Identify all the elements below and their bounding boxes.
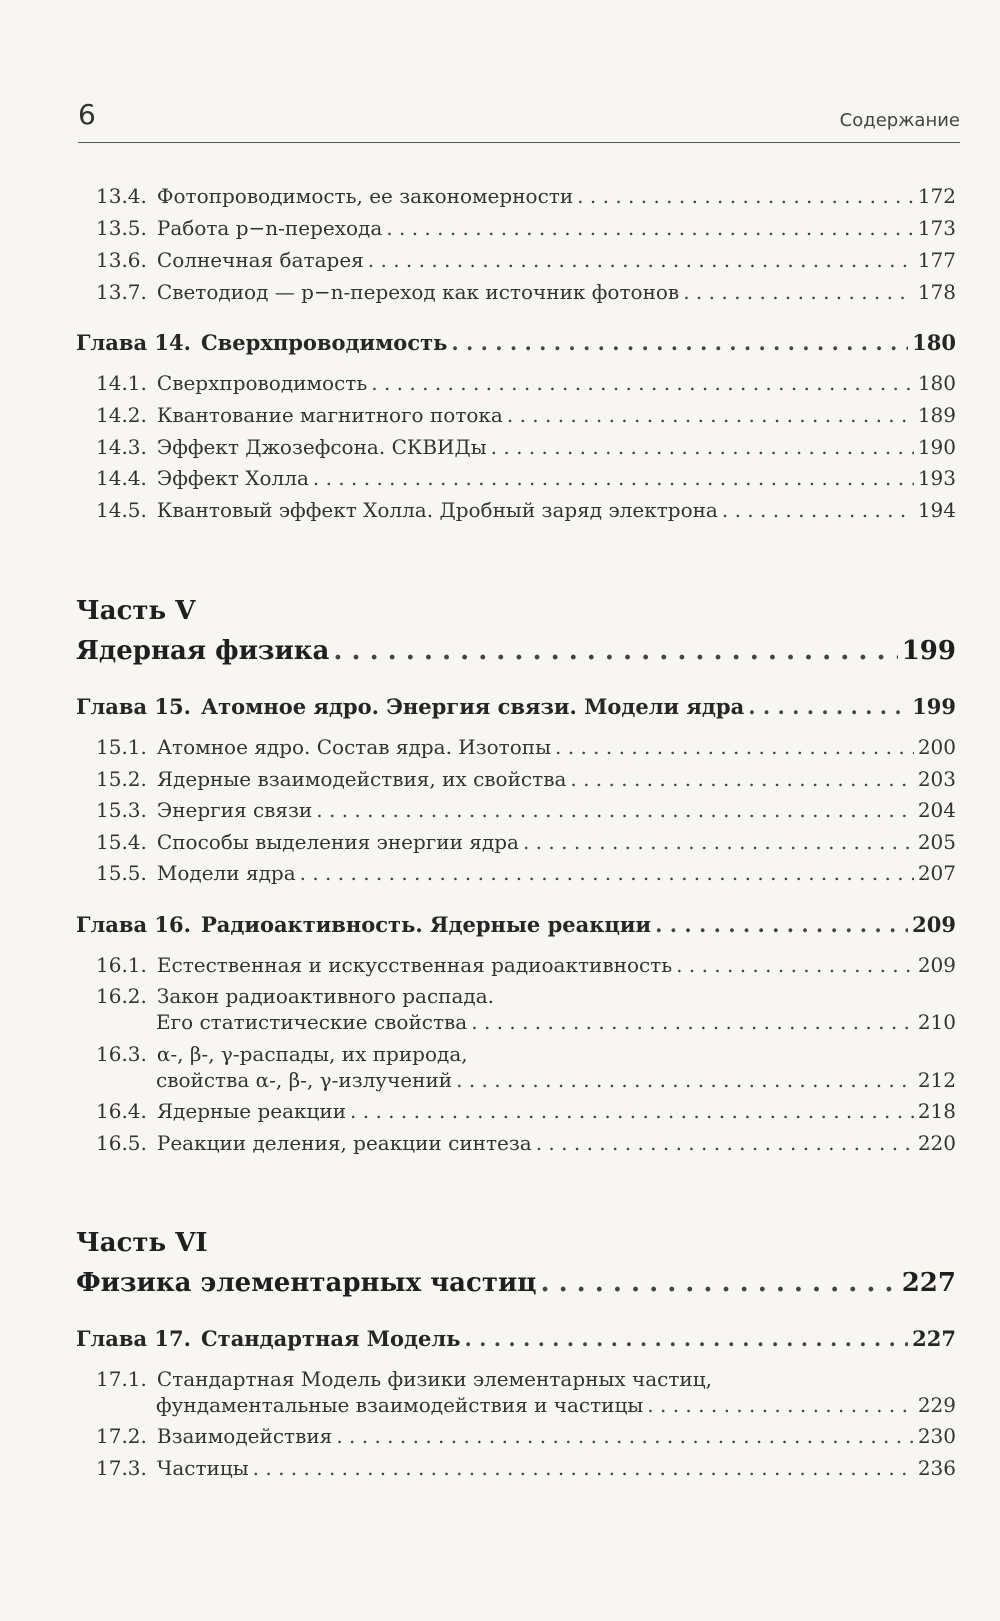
leader-dots — [748, 694, 908, 720]
chapter-title: Сверхпроводимость — [200, 330, 448, 355]
entry-number: 14.4. — [96, 466, 147, 490]
leader-dots — [371, 370, 914, 396]
leader-dots — [555, 734, 914, 760]
entry-title: Частицы — [156, 1456, 249, 1480]
toc-entry-14-2[interactable] — [96, 402, 956, 428]
part-title: Ядерная физика — [76, 636, 330, 666]
toc-entry-16-1[interactable] — [96, 952, 956, 978]
leader-dots — [647, 1392, 914, 1418]
entry-number: 13.6. — [96, 248, 147, 272]
toc-entry-15-5[interactable] — [96, 860, 956, 886]
page-header — [78, 96, 960, 143]
entry-title-continued: фундаментальные взаимодействия и частицы — [156, 1393, 644, 1417]
entry-title: Эффект Холла — [156, 466, 309, 490]
toc-entry-13-6[interactable] — [96, 247, 956, 273]
chapter-page: 227 — [912, 1326, 956, 1351]
part-page: 227 — [901, 1268, 956, 1298]
leader-dots — [253, 1455, 914, 1481]
entry-title: Реакции деления, реакции синтеза — [156, 1131, 532, 1155]
entry-page: 205 — [917, 830, 956, 854]
entry-title: Светодиод — p−n-переход как источник фотонов — [156, 280, 680, 304]
entry-title: Естественная и искусственная радиоактивность — [156, 953, 673, 977]
toc-entry-17-3[interactable] — [96, 1455, 956, 1481]
entry-title: Закон радиоактивного распада. — [156, 984, 495, 1008]
entry-title-continued: свойства α-, β-, γ-излучений — [156, 1068, 453, 1092]
entry-title: Атомное ядро. Состав ядра. Изотопы — [156, 735, 552, 759]
entry-number: 14.2. — [96, 403, 147, 427]
toc-entry-16-5[interactable] — [96, 1130, 956, 1156]
entry-page: 180 — [917, 371, 956, 395]
entry-page: 209 — [917, 953, 956, 977]
chapter-page: 209 — [912, 912, 956, 937]
entry-title: Ядерные реакции — [156, 1099, 347, 1123]
toc-entry-17-2[interactable] — [96, 1423, 956, 1449]
entry-page: 204 — [917, 798, 956, 822]
entry-title: α-, β-, γ-распады, их природа, — [156, 1042, 468, 1066]
entry-number: 15.4. — [96, 830, 147, 854]
leader-dots — [300, 860, 914, 886]
leader-dots — [722, 497, 914, 523]
chapter-title: Атомное ядро. Энергия связи. Модели ядра — [200, 694, 745, 719]
entry-page: 178 — [917, 280, 956, 304]
toc-entry-17-1-line1[interactable] — [96, 1366, 956, 1392]
part-6-label: Часть VI — [76, 1228, 208, 1258]
entry-number: 17.2. — [96, 1424, 147, 1448]
entry-title: Квантование магнитного потока — [156, 403, 503, 427]
entry-title: Работа p−n-перехода — [156, 216, 383, 240]
chapter-page: 180 — [912, 330, 956, 355]
toc-chapter-16[interactable] — [76, 912, 956, 938]
leader-dots — [570, 766, 913, 792]
entry-number: 17.3. — [96, 1456, 147, 1480]
entry-number: 15.5. — [96, 861, 147, 885]
entry-title: Модели ядра — [156, 861, 296, 885]
leader-dots — [540, 1270, 897, 1296]
leader-dots — [456, 1067, 914, 1093]
leader-dots — [313, 465, 914, 491]
entry-page: 236 — [917, 1456, 956, 1480]
entry-number: 14.1. — [96, 371, 147, 395]
toc-entry-15-3[interactable] — [96, 797, 956, 823]
entry-title: Квантовый эффект Холла. Дробный заряд электрона — [156, 498, 718, 522]
toc-part-6[interactable] — [76, 1270, 956, 1296]
toc-chapter-15[interactable] — [76, 694, 956, 720]
chapter-label: Глава 14. — [76, 330, 191, 355]
page-number: 6 — [78, 98, 96, 131]
chapter-title: Стандартная Модель — [200, 1326, 461, 1351]
entry-title: Энергия связи — [156, 798, 313, 822]
entry-title-continued: Его статистические свойства — [156, 1010, 468, 1034]
leader-dots — [683, 279, 914, 305]
leader-dots — [386, 215, 914, 241]
part-5-label: Часть V — [76, 596, 196, 626]
toc-entry-14-1[interactable] — [96, 370, 956, 396]
entry-page: 203 — [917, 767, 956, 791]
entry-number: 16.4. — [96, 1099, 147, 1123]
leader-dots — [471, 1009, 914, 1035]
leader-dots — [316, 797, 914, 823]
entry-page: 200 — [917, 735, 956, 759]
entry-title: Сверхпроводимость — [156, 371, 368, 395]
entry-number: 15.2. — [96, 767, 147, 791]
entry-number: 16.5. — [96, 1131, 147, 1155]
toc-entry-14-4[interactable] — [96, 465, 956, 491]
toc-entry-16-4[interactable] — [96, 1098, 956, 1124]
entry-number: 15.1. — [96, 735, 147, 759]
entry-number: 15.3. — [96, 798, 147, 822]
toc-entry-14-3[interactable] — [96, 434, 956, 460]
entry-page: 207 — [917, 861, 956, 885]
entry-page: 230 — [917, 1424, 956, 1448]
entry-number: 17.1. — [96, 1367, 147, 1391]
entry-page: 218 — [917, 1099, 956, 1123]
entry-page: 173 — [917, 216, 956, 240]
toc-entry-15-4[interactable] — [96, 829, 956, 855]
entry-page: 172 — [917, 184, 956, 208]
toc-entry-15-2[interactable] — [96, 766, 956, 792]
leader-dots — [368, 247, 914, 273]
leader-dots — [491, 434, 914, 460]
leader-dots — [451, 330, 908, 356]
toc-entry-17-1-line2[interactable] — [156, 1392, 956, 1418]
toc-entry-15-1[interactable] — [96, 734, 956, 760]
leader-dots — [333, 638, 897, 664]
entry-title: Ядерные взаимодействия, их свойства — [156, 767, 567, 791]
toc-entry-13-4[interactable] — [96, 183, 956, 209]
toc-entry-14-5[interactable] — [96, 497, 956, 523]
toc-entry-13-7[interactable] — [96, 279, 956, 305]
leader-dots — [464, 1326, 908, 1352]
entry-number: 14.3. — [96, 435, 147, 459]
entry-title: Эффект Джозефсона. СКВИДы — [156, 435, 487, 459]
leader-dots — [577, 183, 914, 209]
entry-page: 189 — [917, 403, 956, 427]
chapter-label: Глава 16. — [76, 912, 191, 937]
entry-page: 229 — [917, 1393, 956, 1417]
toc-entry-16-3-line2[interactable] — [156, 1067, 956, 1093]
entry-number: 16.2. — [96, 984, 147, 1008]
entry-title: Фотопроводимость, ее закономерности — [156, 184, 574, 208]
toc-entry-13-5[interactable] — [96, 215, 956, 241]
entry-title: Стандартная Модель физики элементарных частиц, — [156, 1367, 712, 1391]
toc-entry-16-2-line1[interactable] — [96, 983, 956, 1009]
entry-page: 220 — [917, 1131, 956, 1155]
running-title: Содержание — [839, 110, 960, 131]
entry-number: 13.5. — [96, 216, 147, 240]
leader-dots — [676, 952, 914, 978]
entry-page: 194 — [917, 498, 956, 522]
toc-chapter-14[interactable] — [76, 330, 956, 356]
toc-entry-16-3-line1[interactable] — [96, 1041, 956, 1067]
leader-dots — [523, 829, 914, 855]
entry-page: 193 — [917, 466, 956, 490]
leader-dots — [536, 1130, 914, 1156]
chapter-page: 199 — [912, 694, 956, 719]
entry-number: 14.5. — [96, 498, 147, 522]
entry-number: 13.7. — [96, 280, 147, 304]
entry-page: 190 — [917, 435, 956, 459]
chapter-label: Глава 17. — [76, 1326, 191, 1351]
toc-part-5[interactable] — [76, 638, 956, 664]
leader-dots — [655, 912, 908, 938]
part-page: 199 — [901, 636, 956, 666]
toc-chapter-17[interactable] — [76, 1326, 956, 1352]
leader-dots — [350, 1098, 914, 1124]
chapter-title: Радиоактивность. Ядерные реакции — [200, 912, 652, 937]
entry-number: 16.3. — [96, 1042, 147, 1066]
entry-title: Солнечная батарея — [156, 248, 364, 272]
leader-dots — [507, 402, 914, 428]
chapter-label: Глава 15. — [76, 694, 191, 719]
toc-entry-16-2-line2[interactable] — [156, 1009, 956, 1035]
entry-title: Способы выделения энергии ядра — [156, 830, 519, 854]
entry-page: 212 — [917, 1068, 956, 1092]
entry-number: 16.1. — [96, 953, 147, 977]
leader-dots — [336, 1423, 914, 1449]
part-title: Физика элементарных частиц — [76, 1268, 537, 1298]
entry-page: 210 — [917, 1010, 956, 1034]
entry-page: 177 — [917, 248, 956, 272]
entry-number: 13.4. — [96, 184, 147, 208]
entry-title: Взаимодействия — [156, 1424, 333, 1448]
